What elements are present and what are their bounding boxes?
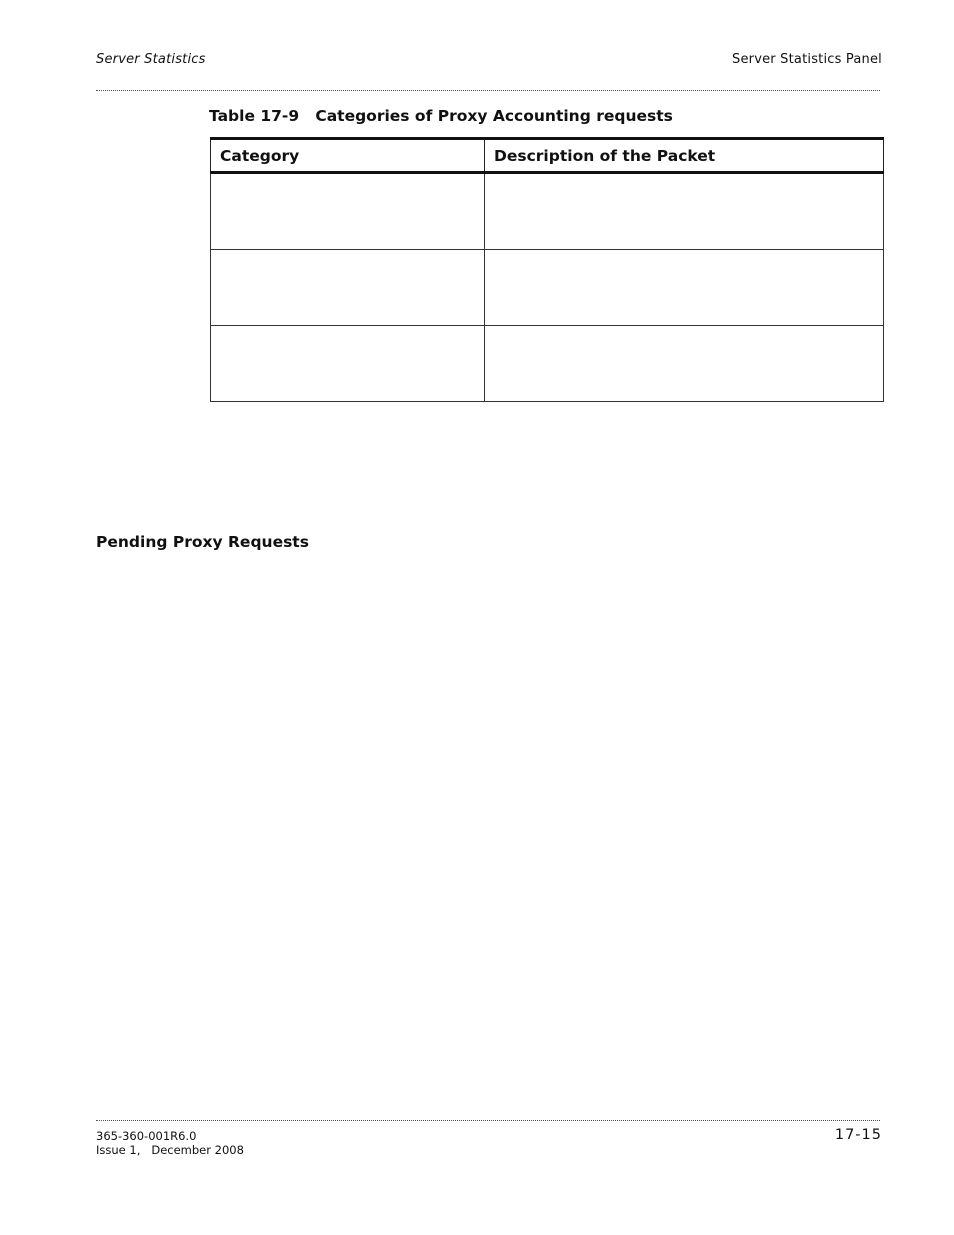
table-cell-category xyxy=(211,250,485,326)
column-header-description: Description of the Packet xyxy=(485,139,884,173)
footer-issue-date: Issue 1, December 2008 xyxy=(96,1143,244,1157)
running-header-chapter: Server Statistics xyxy=(96,52,206,67)
table-row xyxy=(211,173,884,250)
table-cell-description xyxy=(485,250,884,326)
section-heading: Pending Proxy Requests xyxy=(96,533,309,551)
running-header-section: Server Statistics Panel xyxy=(732,52,882,67)
proxy-accounting-categories-table xyxy=(210,137,884,402)
footer-divider xyxy=(96,1120,880,1121)
table-header-row xyxy=(211,139,884,173)
table-cell-category xyxy=(211,326,485,402)
page-number: 17-15 xyxy=(834,1127,882,1143)
table-cell-category xyxy=(211,173,485,250)
footer-document-number: 365-360-001R6.0 xyxy=(96,1129,197,1143)
table-caption: Table 17-9 Categories of Proxy Accounting requests xyxy=(209,107,673,125)
table-row xyxy=(211,326,884,402)
table-cell-description xyxy=(485,173,884,250)
table-row xyxy=(211,250,884,326)
table-cell-description xyxy=(485,326,884,402)
header-divider xyxy=(96,90,880,91)
column-header-category: Category xyxy=(211,139,485,173)
